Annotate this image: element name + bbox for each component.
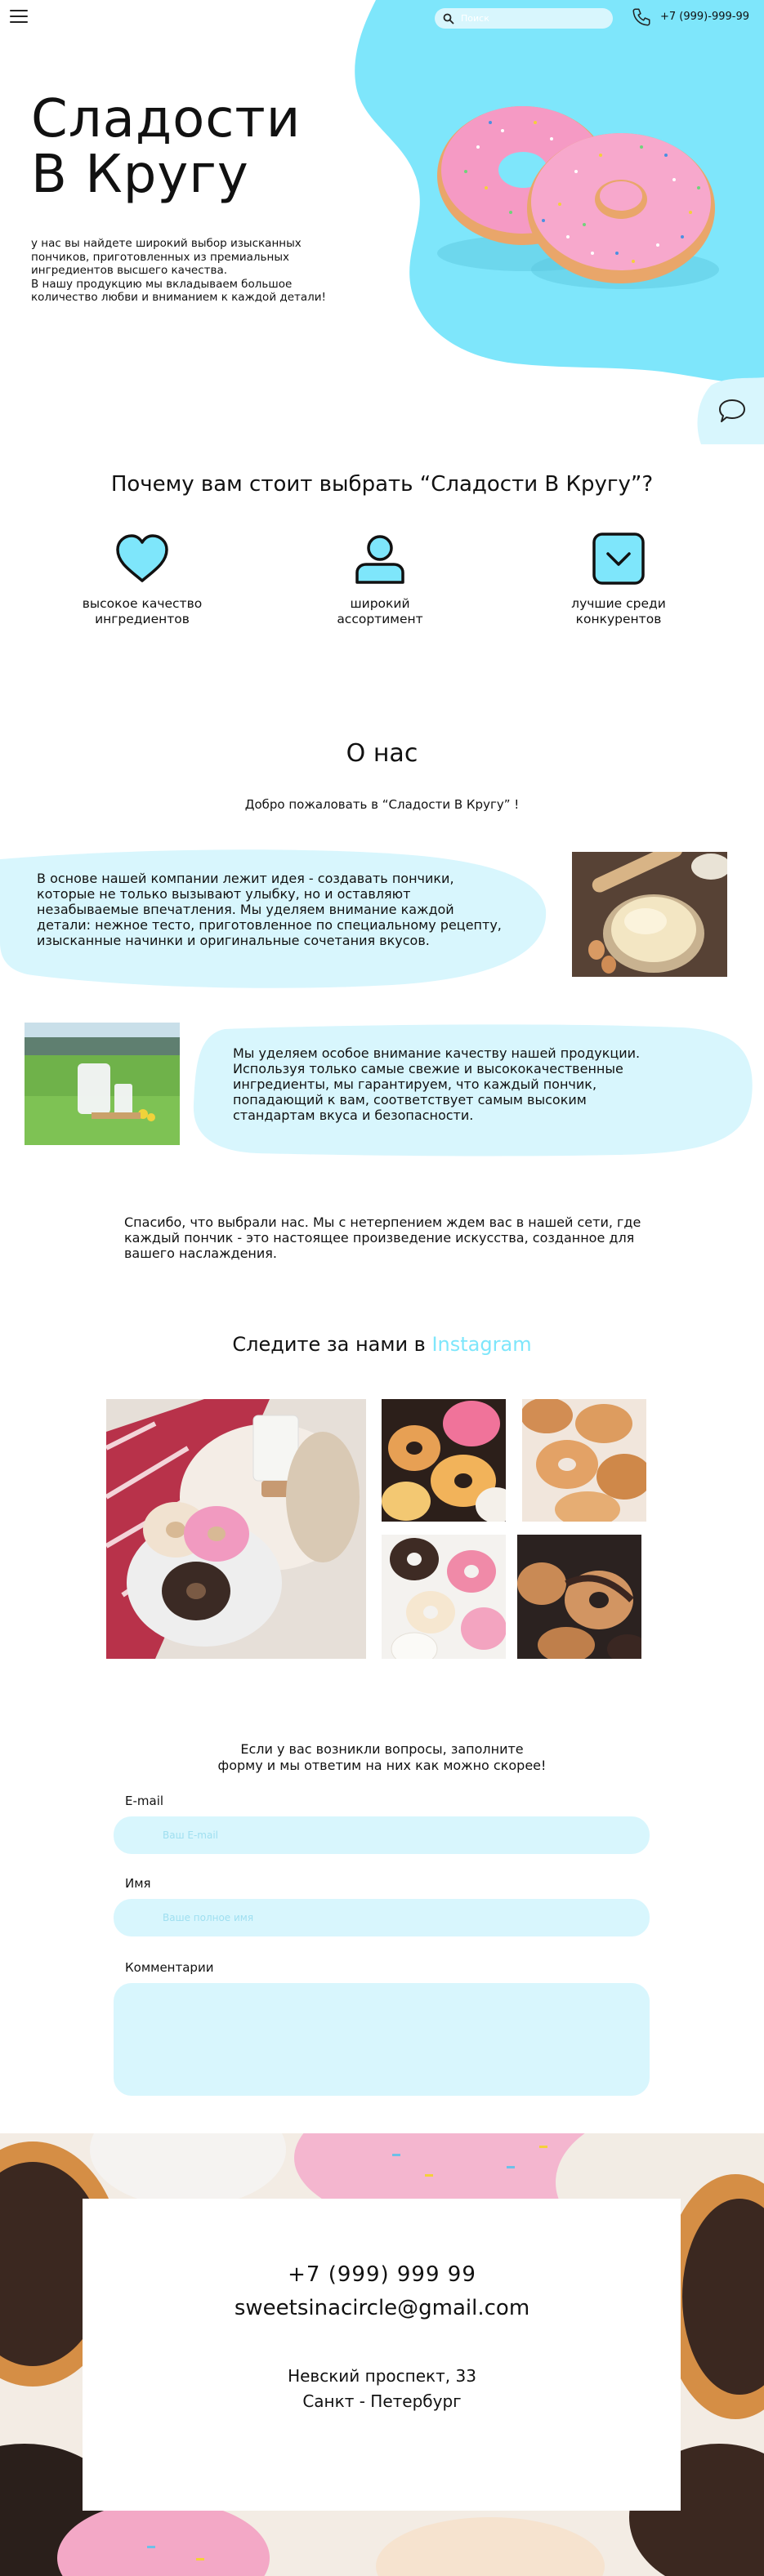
paragraph-line: каждый пончик - это настоящее произведение искусства, созданное для [124, 1230, 635, 1246]
hero-description [31, 237, 382, 305]
instagram-link[interactable]: Instagram [431, 1333, 532, 1356]
hero-desc-line: В нашу продукцию мы вкладываем большое [31, 277, 293, 291]
hero-desc-line: ингредиентов высшего качества. [31, 264, 228, 277]
phone-icon [631, 7, 652, 28]
gallery-image-4[interactable] [517, 1535, 641, 1659]
gallery-image-main[interactable] [106, 1399, 366, 1659]
search-icon [443, 13, 454, 25]
paragraph-line: Спасибо, что выбрали нас. Мы с нетерпением ждем вас в нашей сети, где [124, 1214, 641, 1230]
milk-meadow-image [25, 1023, 180, 1145]
email-label: E-mail [125, 1794, 164, 1808]
feature-best [521, 529, 717, 627]
feature-label: конкурентов [575, 612, 662, 626]
hero-donuts-image [429, 98, 723, 302]
paragraph-line: попадающий к вам, соответствует самым высоким [233, 1092, 587, 1108]
form-intro [0, 1741, 764, 1774]
gallery-image-1[interactable] [382, 1399, 506, 1522]
comment-field[interactable] [114, 1983, 650, 2096]
chevron-down-box-icon [592, 532, 646, 586]
paragraph-line: В основе нашей компании лежит идея - создавать пончики, [37, 871, 454, 886]
footer-email[interactable]: sweetsinacircle@gmail.com [234, 2296, 530, 2320]
paragraph-line: вашего наслаждения. [124, 1246, 277, 1261]
hero-title [31, 91, 301, 203]
footer-address-street: Невский проспект, 33 [288, 2366, 476, 2386]
paragraph-line: Мы уделяем особое внимание качеству нашей продукции. [233, 1045, 641, 1061]
footer-address-city: Санкт - Петербург [302, 2391, 462, 2411]
paragraph-line: детали: нежное тесто, приготовленное по специальному рецепту, [37, 917, 502, 933]
feature-label: ингредиентов [95, 612, 190, 626]
name-label: Имя [125, 1876, 151, 1891]
search-input[interactable] [459, 12, 601, 25]
paragraph-line: Используя только самые свежие и высококачественные [233, 1061, 623, 1076]
feature-assortment [282, 529, 478, 627]
form-intro-line: Если у вас возникли вопросы, заполните [240, 1741, 524, 1757]
hero-title-line2: В Кругу [31, 145, 249, 205]
comment-label: Комментарии [125, 1960, 214, 1975]
paragraph-line: которые не только вызывают улыбку, но и оставляют [37, 886, 411, 902]
user-icon [353, 532, 407, 586]
gallery-image-2[interactable] [522, 1399, 646, 1522]
about-paragraph-1 [37, 871, 543, 948]
feature-label: ассортимент [337, 612, 423, 626]
feature-quality [44, 529, 240, 627]
hero-desc-line: у нас вы найдете широкий выбор изысканных [31, 237, 302, 250]
gallery-image-3[interactable] [382, 1535, 506, 1659]
hero-desc-line: количество любви и вниманием к каждой детали! [31, 291, 326, 304]
paragraph-line: изысканные начинки и оригинальные сочетания вкусов. [37, 933, 430, 948]
why-title: Почему вам стоит выбрать “Сладости В Кругу”? [110, 472, 654, 497]
name-field[interactable] [114, 1899, 650, 1936]
footer-phone[interactable]: +7 (999) 999 99 [288, 2262, 476, 2287]
feature-label: высокое качество [82, 596, 203, 611]
search-bar[interactable] [435, 8, 613, 29]
form-intro-line: форму и мы ответим на них как можно скорее! [217, 1758, 547, 1773]
instagram-title [0, 1333, 764, 1356]
header-phone[interactable]: +7 (999)-999-99 [660, 11, 749, 23]
contact-card [83, 2199, 681, 2511]
paragraph-line: ингредиенты, мы гарантируем, что каждый пончик, [233, 1076, 597, 1092]
instagram-title-prefix: Следите за нами в [232, 1333, 426, 1356]
menu-icon[interactable] [10, 10, 28, 25]
feature-label: лучшие среди [571, 596, 666, 611]
hero-desc-line: пончиков, приготовленных из премиальных [31, 250, 289, 264]
thanks-paragraph [124, 1214, 647, 1261]
heart-icon [114, 533, 170, 584]
about-subtitle: Добро пожаловать в “Сладости В Кругу” ! [244, 797, 520, 812]
feature-label: широкий [350, 596, 410, 611]
paragraph-line: незабываемые впечатления. Мы уделяем внимание каждой [37, 902, 454, 917]
email-field[interactable] [114, 1816, 650, 1854]
dough-image [572, 852, 727, 977]
about-paragraph-2 [233, 1045, 707, 1123]
about-title: О нас [346, 739, 418, 768]
hero-title-line1: Сладости [31, 89, 302, 149]
chat-icon[interactable] [717, 397, 747, 425]
paragraph-line: стандартам вкуса и безопасности. [233, 1108, 474, 1123]
